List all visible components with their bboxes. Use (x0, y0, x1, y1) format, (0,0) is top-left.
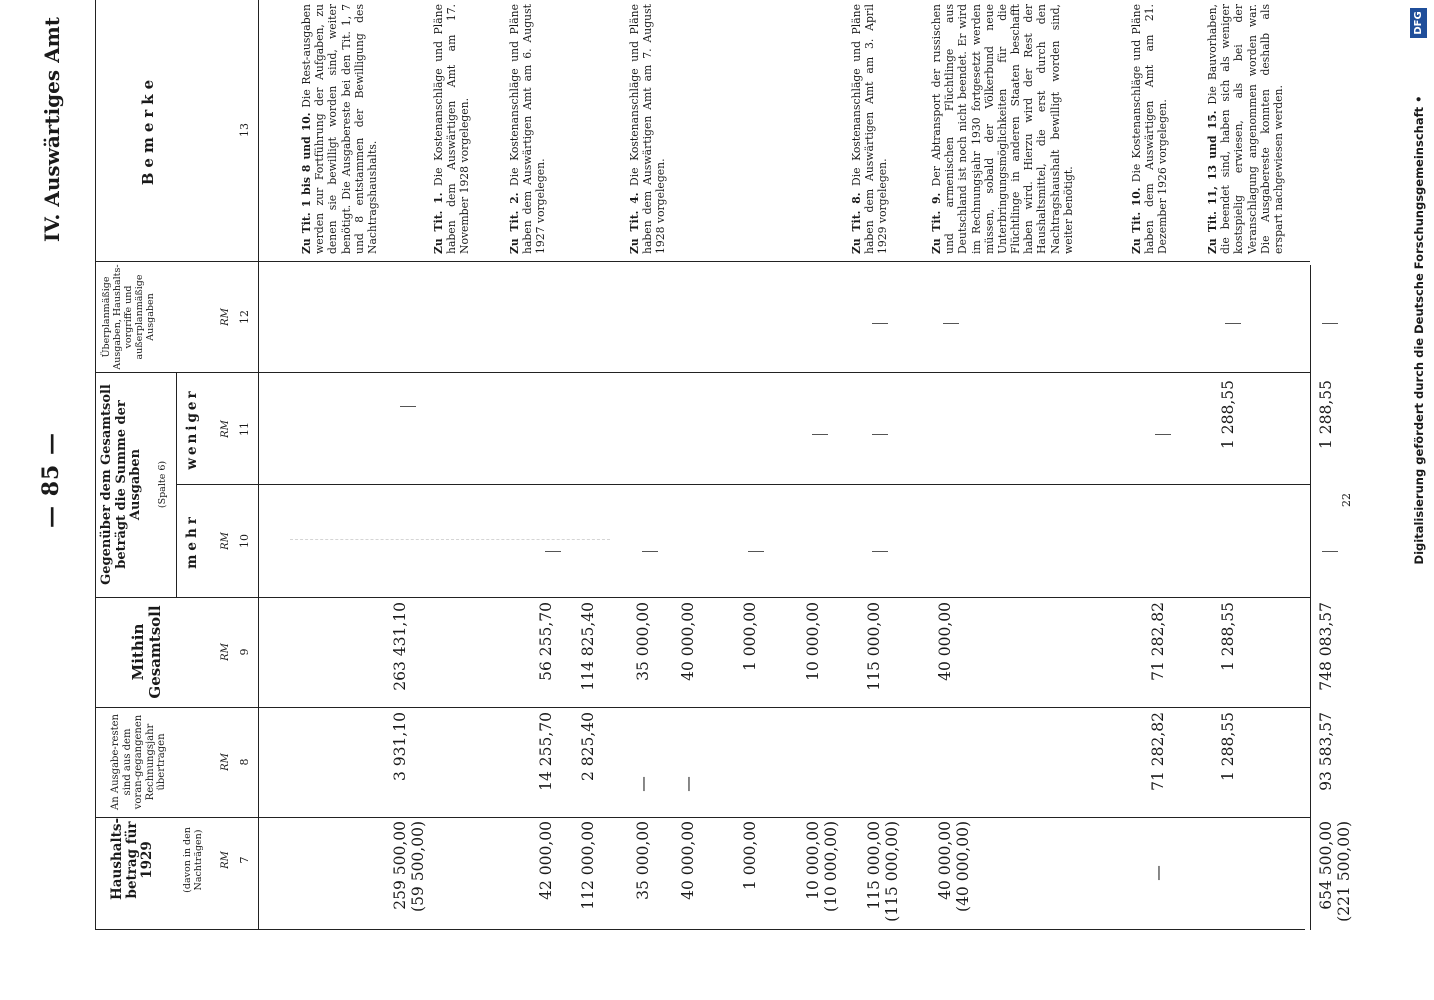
empty-marker (943, 323, 959, 324)
table-cell-c7-r8: 115 000,00 (865, 821, 883, 910)
table-cell-c9-r1: 263 431,10 (391, 602, 409, 691)
empty-marker (872, 323, 888, 324)
col9-title: Mithin Gesamtsoll (129, 605, 164, 699)
col9-number: 9 (238, 648, 251, 656)
table-top-rule (95, 0, 96, 930)
totals-c8: 93 583,57 (1317, 712, 1335, 791)
table-cell-c7-r2: 42 000,00 (537, 821, 555, 900)
note-7: Zu Tit. 10. Die Kostenanschläge und Pläne haben dem Auswärtigen Amt am 21. Dezember 1926 vorgelegen. (1130, 4, 1170, 254)
col8-unit: RM (220, 753, 231, 771)
table-cell-c9-r2: 56 255,70 (537, 602, 555, 681)
col10-number: 10 (238, 534, 251, 548)
col12-col13-rule (95, 261, 1310, 262)
table-cell-c7-r4: 35 000,00 (634, 821, 652, 900)
col11-number: 11 (238, 422, 251, 436)
col7-number: 7 (238, 856, 251, 864)
col8-number: 8 (238, 758, 251, 766)
table-cell-c7b-r1: (59 500,00) (409, 821, 427, 912)
empty-marker (748, 551, 764, 552)
col11-col12-rule (95, 372, 1310, 373)
col11-unit: RM (220, 420, 231, 438)
col7-unit: RM (220, 851, 231, 869)
col10-title: mehr (184, 513, 200, 569)
table-cell-c11-r11: 1 288,55 (1219, 380, 1237, 450)
note-5: Zu Tit. 8. Die Kostenanschläge und Pläne haben dem Auswärtigen Amt am 3. April 1929 vorgelegen. (850, 3, 890, 254)
empty-marker (872, 551, 888, 552)
table-cell-c9-r10: 71 282,82 (1149, 602, 1167, 681)
col10-col11-rule (176, 484, 1310, 485)
col9-unit: RM (220, 643, 231, 661)
note-4: Zu Tit. 4. Die Kostenanschläge und Pläne haben dem Auswärtigen Amt am 7. August 1928 vorgelegen. (628, 3, 668, 254)
note-6: Zu Tit. 9. Der Abtransport der russischen und armenischen Flüchtlinge aus Deutschland ist noch nicht beendet. Er wird im Rechnungsjahr 1930 fortgesetzt werden müssen, sobald der Völkerbund neue Unterbringungsmöglichkeiten für die Flüchtlinge in anderen Staaten beschafft haben wird. Hierzu wird der Rest der Haushaltsmittel, die erst durch den Nachtragshaushalt bewilligt worden sind, weiter benötigt. (930, 3, 1075, 254)
table-cell-c9-r5: 40 000,00 (679, 602, 697, 681)
table-cell-c9-r4: 35 000,00 (634, 602, 652, 681)
table-cell-c8-r1: 3 931,10 (391, 712, 409, 782)
empty-marker (872, 434, 888, 435)
table-cell-c7-r7: 10 000,00 (804, 821, 822, 900)
table-cell-c8-r2: 14 255,70 (537, 712, 555, 791)
note-3: Zu Tit. 2. Die Kostenanschläge und Pläne haben dem Auswärtigen Amt am 6. August 1927 vorgelegen. (508, 3, 548, 254)
group-title: Gegenüber dem Gesamtsoll beträgt die Summe der Ausgaben (99, 384, 144, 585)
group-sub-rule (176, 373, 177, 598)
col10-unit: RM (220, 532, 231, 550)
totals-c7b: (221 500,00) (1335, 821, 1353, 922)
empty-marker (642, 551, 658, 552)
totals-c9: 748 083,57 (1317, 602, 1335, 691)
note-8: Zu Tit. 11, 13 und 15. Die Bauvorhaben, die beendet sind, haben sich als weniger kostspielig erwiesen, als bei der Veranschlagung angenommen worden war. Die Ausgabereste konnten deshalb als erspart nachgewiesen werden. (1206, 4, 1285, 254)
empty-marker (1155, 434, 1171, 435)
table-cell-c7-r6: 1 000,00 (741, 821, 759, 891)
table-cell-c9-r3: 114 825,40 (579, 602, 597, 691)
table-cell-c8-r4: — (634, 776, 652, 792)
col7-title: Haushalts-betrag für 1929 (109, 817, 156, 900)
table-cell-c7-r5: 40 000,00 (679, 821, 697, 900)
empty-marker (1322, 551, 1338, 552)
table-cell-c7-r10: — (1149, 865, 1167, 881)
col11-title: weniger (184, 388, 200, 470)
row-guide (290, 539, 610, 540)
col13-title: Bemerke (139, 74, 157, 186)
table-cell-c7b-r9: (40 000,00) (954, 821, 972, 912)
table-left-rule (95, 929, 1305, 930)
note-2: Zu Tit. 1. Die Kostenanschläge und Pläne haben dem Auswärtigen Amt am 17. November 1928 vorgelegen. (432, 3, 472, 254)
col12-unit: RM (220, 308, 231, 326)
col9-col10-rule (95, 597, 1310, 598)
empty-marker (1322, 323, 1338, 324)
table-cell-c8-r3: 2 825,40 (579, 712, 597, 782)
page-signature: 22 (1340, 493, 1353, 507)
totals-c11: 1 288,55 (1317, 380, 1335, 450)
table-cell-c8-r10: 71 282,82 (1149, 712, 1167, 791)
table-cell-c9-r11: 1 288,55 (1219, 602, 1237, 672)
table-cell-c8-r5: — (679, 776, 697, 792)
table-cell-c7-r3: 112 000,00 (579, 821, 597, 910)
empty-marker (1225, 323, 1241, 324)
table-cell-c9-r8: 115 000,00 (865, 602, 883, 691)
header-bottom-rule (258, 0, 259, 930)
col8-col9-rule (95, 707, 1310, 708)
col7-col8-rule (95, 817, 1310, 818)
section-title: IV. Auswärtiges Amt (40, 16, 64, 242)
totals-rule (1310, 265, 1311, 930)
table-cell-c7-r1: 259 500,00 (391, 821, 409, 910)
table-cell-c9-r7: 10 000,00 (804, 602, 822, 681)
table-cell-c9-r6: 1 000,00 (741, 602, 759, 672)
table-cell-c8-r11: 1 288,55 (1219, 712, 1237, 782)
col12-title: Überplanmäßige Ausgaben, Haushalts-vorgriffe und außerplanmäßige Ausgaben (101, 264, 156, 370)
note-1: Zu Tit. 1 bis 8 und 10. Die Rest-ausgaben werden zur Fortführung der Aufgaben, zu denen sie bewilligt worden sind, weiter benötigt. Die Ausgabereste bei den Tit. 1, 7 und 8 entstammen der Bewilligung des Nachtragshaushalts. (300, 4, 379, 254)
table-cell-c7-r9: 40 000,00 (936, 821, 954, 900)
page-number: — 85 — (38, 432, 64, 528)
col13-number: 13 (238, 123, 251, 137)
col12-number: 12 (238, 310, 251, 324)
col8-title: An Ausgabe-resten sind aus dem voran-gegangenen Rechnungsjahr übertragen (110, 714, 167, 810)
empty-marker (545, 551, 561, 552)
totals-c7: 654 500,00 (1317, 821, 1335, 910)
dfg-logo: DFG (1410, 8, 1427, 38)
footer-credit: Digitalisierung gefördert durch die Deutsche Forschungsgemeinschaft • (1412, 95, 1426, 565)
group-note: (Spalte 6) (157, 460, 168, 509)
table-cell-c9-r9: 40 000,00 (936, 602, 954, 681)
empty-marker (400, 406, 416, 407)
empty-marker (812, 434, 828, 435)
table-cell-c7b-r8: (115 000,00) (883, 821, 901, 922)
table-cell-c7b-r7: (10 000,00) (822, 821, 840, 912)
col7-subtitle: (davon in den Nachträgen) (182, 827, 204, 893)
